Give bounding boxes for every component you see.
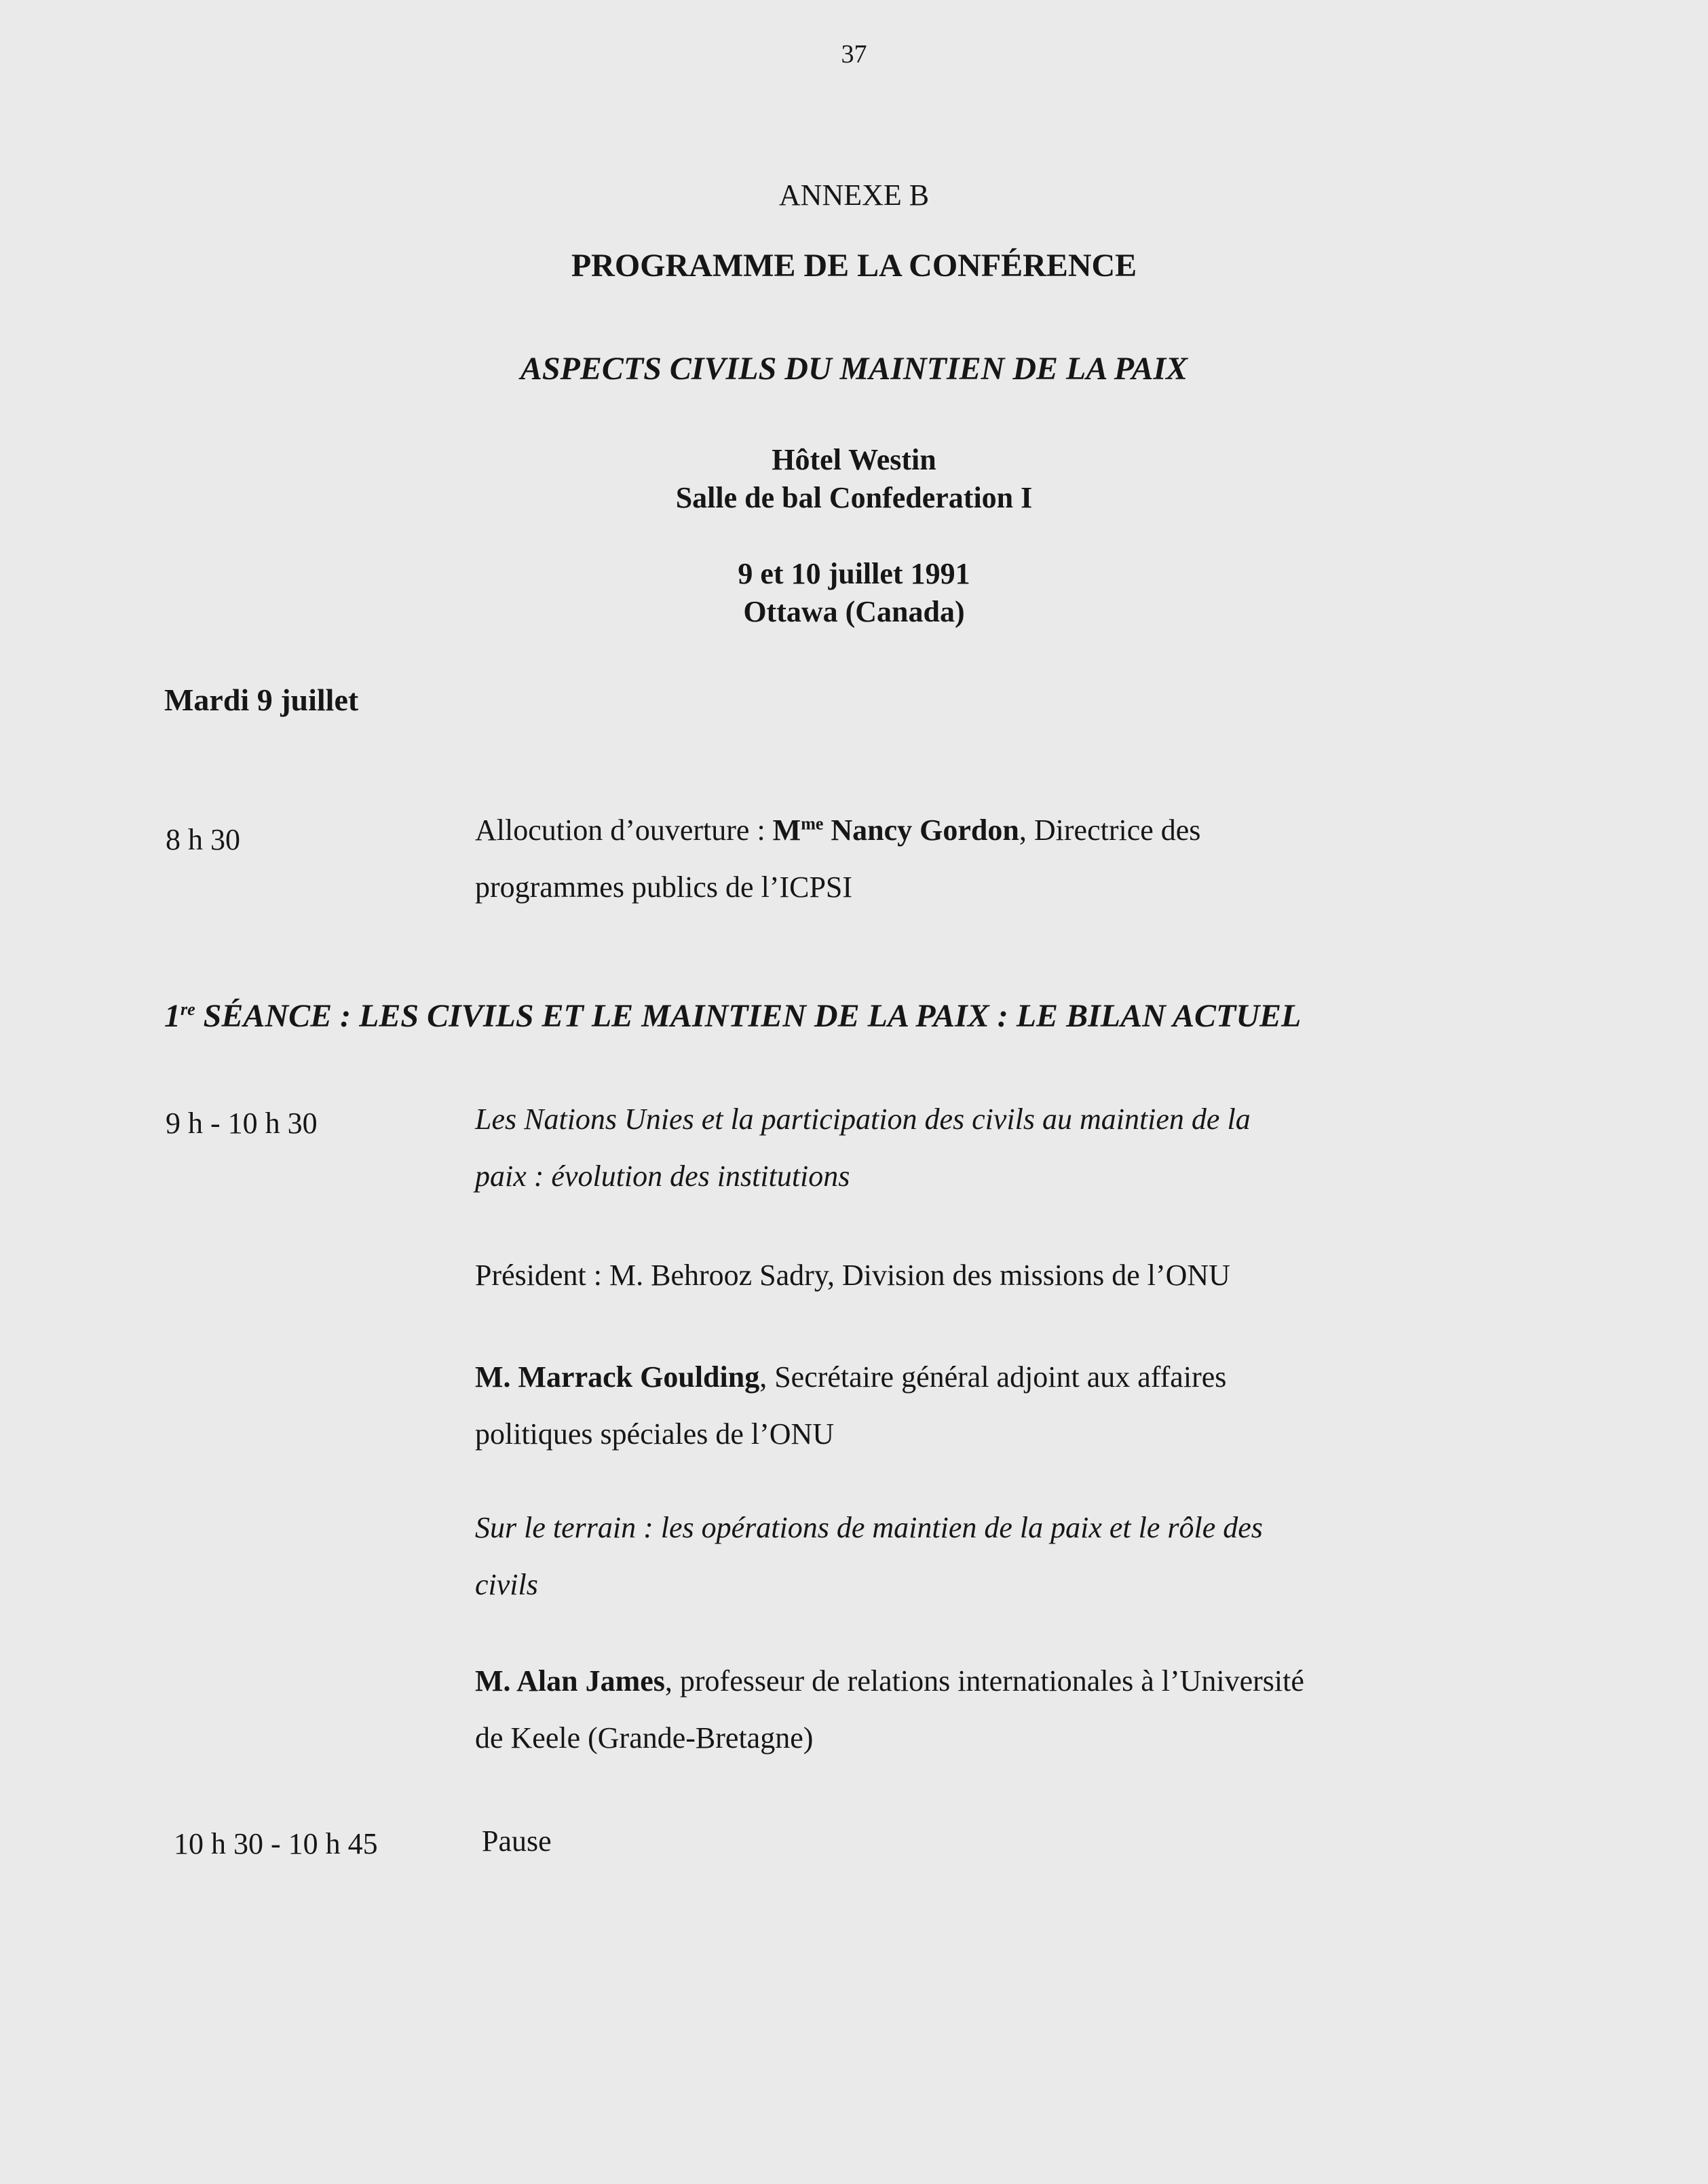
session1-heading: [164, 997, 1301, 1035]
opening-role-line2: programmes publics de l’ICPSI: [475, 870, 853, 904]
block1-topic-line2: paix : évolution des institutions: [475, 1160, 850, 1193]
venue-room: Salle de bal Confederation I: [675, 481, 1033, 514]
topic2-line1: Sur le terrain : les opérations de maintien de la paix et le rôle des: [475, 1511, 1263, 1544]
opening-description: [475, 802, 1534, 916]
speaker2-name: M. Alan James: [475, 1664, 665, 1698]
opening-time: 8 h 30: [166, 823, 240, 856]
opening-speaker-name: Nancy Gordon: [823, 813, 1019, 847]
opening-speaker: [773, 813, 1019, 847]
block1-topic-line1: Les Nations Unies et la participation des civils au maintien de la: [475, 1103, 1251, 1136]
session1-title: SÉANCE : LES CIVILS ET LE MAINTIEN DE LA PAIX : LE BILAN ACTUEL: [195, 998, 1302, 1034]
dates-days: 9 et 10 juillet 1991: [738, 557, 970, 590]
speaker1-role-line2: politiques spéciales de l’ONU: [475, 1417, 835, 1451]
speaker2-role-line1: , professeur de relations internationales à l’Université: [664, 1664, 1304, 1698]
opening-speaker-prefix: M: [772, 813, 801, 847]
block1-topic: [475, 1091, 1534, 1205]
opening-label: Allocution d’ouverture :: [475, 813, 773, 847]
venue-hotel: Hôtel Westin: [772, 443, 936, 476]
block1-speaker1: [475, 1349, 1534, 1463]
opening-role-line1: , Directrice des: [1019, 813, 1201, 847]
speaker1-role-line1: , Secrétaire général adjoint aux affaires: [759, 1360, 1227, 1394]
block1-time: 9 h - 10 h 30: [166, 1107, 318, 1140]
programme-title: PROGRAMME DE LA CONFÉRENCE: [571, 248, 1137, 284]
conference-title: ASPECTS CIVILS DU MAINTIEN DE LA PAIX: [520, 351, 1188, 387]
session1-number: 1: [164, 998, 181, 1034]
block1-chair: Président : M. Behrooz Sadry, Division des missions de l’ONU: [475, 1259, 1230, 1292]
opening-speaker-sup: me: [801, 813, 824, 834]
session1-number-sup: re: [181, 999, 195, 1019]
annex-heading: ANNEXE B: [778, 178, 930, 212]
pause-time: 10 h 30 - 10 h 45: [174, 1827, 378, 1860]
page-number: 37: [841, 40, 867, 69]
pause-label: Pause: [482, 1824, 552, 1858]
venue: [0, 441, 1708, 517]
block1-topic2: [475, 1499, 1534, 1613]
speaker2-role-line2: de Keele (Grande-Bretagne): [475, 1721, 814, 1755]
block1-speaker2: [475, 1653, 1534, 1767]
day-heading: Mardi 9 juillet: [164, 683, 359, 717]
topic2-line2: civils: [475, 1568, 538, 1601]
conference-dates: [0, 555, 1708, 631]
dates-city: Ottawa (Canada): [743, 595, 965, 628]
speaker1-name: M. Marrack Goulding: [475, 1360, 760, 1394]
